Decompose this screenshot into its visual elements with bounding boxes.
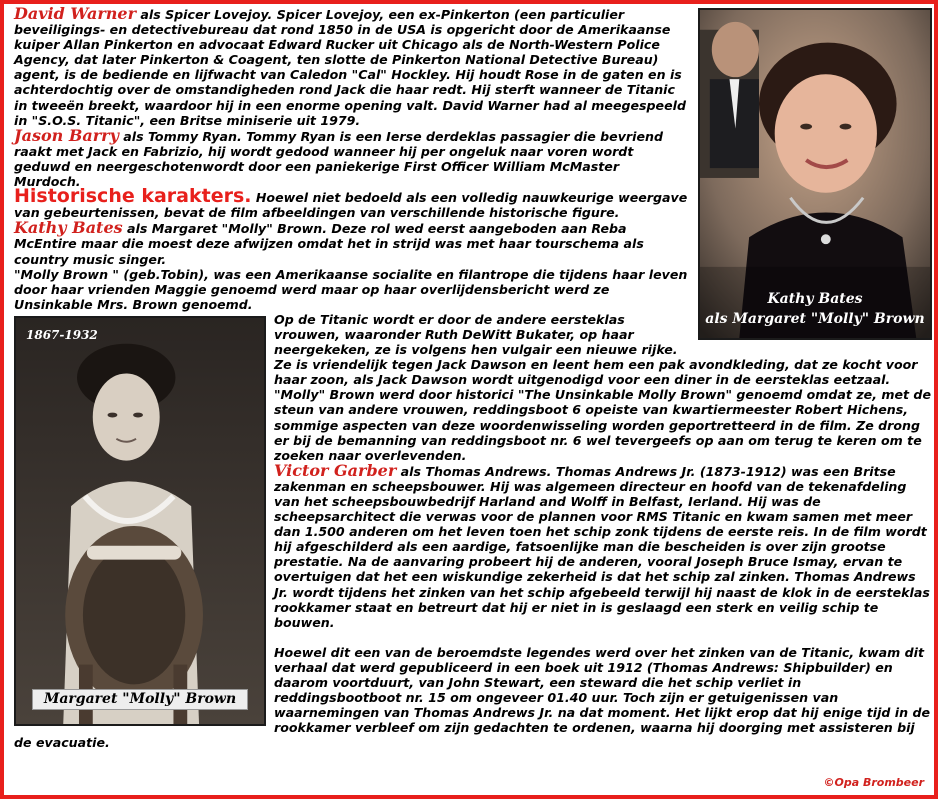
copyright-watermark: ©Opa Brombeer <box>823 776 924 789</box>
molly-brown-photo <box>14 316 266 726</box>
kathy-bates-caption-line1: Kathy Bates <box>767 291 863 307</box>
kathy-bates-photo-box <box>698 8 932 340</box>
kathy-bates-caption-line2: als Margaret "Molly" Brown <box>705 311 925 327</box>
section-heading: Historische karakters. <box>14 185 252 208</box>
article-body <box>14 6 932 751</box>
paragraph-text: als Thomas Andrews. Thomas Andrews Jr. (1873-1912) was een Britse zakenman en scheepsbouwer. Hij was algemeen directeur en hoofd van de tekenafdeling van het scheepsbouwbedrijf Harland and Wolff in Belfast, Ierland. Hij was de scheepsarchitect die verwas voor de plannen voor RMS Titanic en kwam samen met meer dan 1.500 anderen om het leven toen het schip zonk tijdens de eerste reis. In de film wordt hij afgeschilderd als een aardige, fatsoenlijke man die bescheiden is over zijn grootse prestatie. Na de aanvaring probeert hij de anderen, vooral Joseph Bruce Ismay, ervan te overtuigen dat het een wiskundige zekerheid is dat het schip zal zinken. Thomas Andrews Jr. wordt tijdens het zinken van het schip afgebeeld terwijl hij naast de klok in de eersteklas rookkamer staat en betreurt dat hij er niet in is geslaagd een sterk en veilig schip te bouwen. <box>274 463 930 630</box>
paragraph-text: als Margaret "Molly" Brown. Deze rol wed eerst aangeboden aan Reba McEntire maar die moest deze afwijzen omdat het in strijd was met haar tourschema als country music singer. <box>14 221 644 267</box>
molly-brown-image <box>16 318 264 724</box>
paragraph-legend: Hoewel dit een van de beroemdste legendes werd over het zinken van de Titanic, kwam dit verhaal dat werd gepubliceerd in een boek uit 1912 (Thomas Andrews: Shipbuilder) en daarom voortduurt, van John Stewart, een steward die het schip verliet in reddingsbootboot nr. 15 om ongeveer 01.40 uur. Toch zijn er getuigenissen van waarnemingen van Thomas Andrews Jr. na dat moment. Het lijkt erop dat hij enige tijd in de rookkamer verbleef om zijn gedachten te ordenen, waarna hij doorging met assisteren bij de evacuatie. <box>14 644 931 751</box>
paragraph-titanic-molly: Op de Titanic wordt er door de andere eersteklas vrouwen, waaronder Ruth DeWitt Bukater, op haar neergekeken, ze is volgens hen vulgair een nieuwe rijke. Ze is vriendelijk tegen Jack Dawson en leent hem een pak avondkleding, dat ze kocht voor haar zoon, als Jack Dawson wordt uitgenodigd voor een diner in de eersteklas eetzaal. "Molly" Brown werd door historici "The Unsinkable Molly Brown" genoemd omdat ze, met de steun van andere vrouwen, reddingsboot 6 opeiste van kwartiermeester Robert Hichens, sommige aspecten van deze woordenwisseling worden geportretteerd in de film. Ze drong er bij de bemanning van reddingsboot nr. 6 wel tevergeefs op aan om terug te keren om te zoeken naar overlevenden. <box>274 311 931 463</box>
kathy-bates-image <box>700 10 930 338</box>
actor-name-david-warner: David Warner <box>14 4 136 23</box>
paragraph-text: als Spicer Lovejoy. Spicer Lovejoy, een ex-Pinkerton (een particulier beveiligings- en detectivebureau dat rond 1850 in de USA is opgericht door de Amerikaanse kuiper Allan Pinkerton en advocaat Edward Rucker uit Chicago als de North-Western Police Agency, dat later Pinkerton & Coagent, ten slotte de Pinkerton National Detective Bureau) agent, is de bediende en lijfwacht van Caledon "Cal" Hockley. Hij houdt Rose in de gaten en is achterdochtig over de omstandigheden rond Jack die haar redt. Hij sterft wanneer de Titanic in tweeën breekt, waardoor hij in een enorme opening valt. David Warner had al meegespeeld in "S.O.S. Titanic", een Britse miniserie uit 1979. <box>14 7 686 128</box>
paragraph-text: Hoewel niet bedoeld als een volledig nauwkeurige weergave van gebeurtenissen, bevat de film afbeeldingen van verschillende historische figure. <box>14 190 688 221</box>
actor-name-kathy-bates: Kathy Bates <box>14 218 123 238</box>
actor-name-jason-barry: Jason Barry <box>14 125 119 145</box>
molly-brown-photo-box <box>14 316 266 726</box>
molly-brown-caption: Margaret "Molly" Brown <box>32 689 248 710</box>
molly-brown-dates: 1867-1932 <box>26 327 98 342</box>
paragraph-text: als Tommy Ryan. Tommy Ryan is een Ierse derdeklas passagier die bevriend raakt met Jack en Fabrizio, hij wordt gedood wanneer hij per ongeluk naar voren wordt geduwd en neergeschotenwordt door een paniekerige First Officer William McMaster Murdoch. <box>14 128 663 190</box>
actor-name-victor-garber: Victor Garber <box>274 460 397 480</box>
paragraph-molly-brown: "Molly Brown " (geb.Tobin), was een Amerikaanse socialite en filantrope die tijdens haar leven door haar vrienden Maggie genoemd werd maar op haar overlijdensbericht werd ze Unsinkable Mrs. Brown genoemd. <box>14 266 688 312</box>
kathy-bates-photo <box>698 8 932 340</box>
